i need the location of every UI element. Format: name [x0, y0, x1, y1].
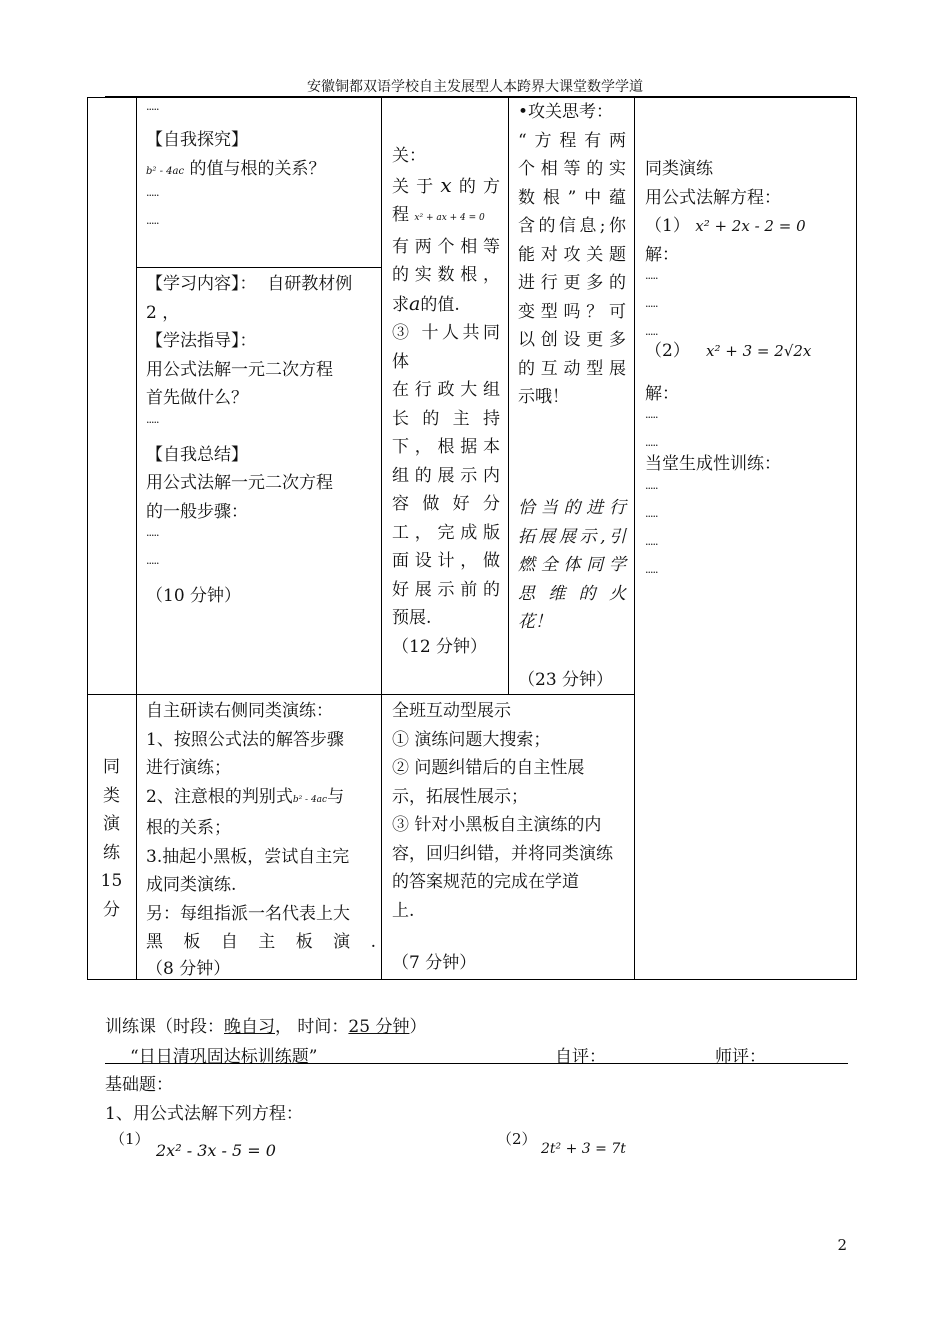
self-explore-cell — [146, 100, 376, 242]
text-line: 同类演练 — [645, 159, 713, 179]
title-rule — [105, 1063, 848, 1064]
discriminant-expression: b² - 4ac — [146, 165, 185, 177]
blank-line — [146, 526, 376, 554]
text-line: 全班互动型展示 — [392, 701, 511, 721]
text-line: 3.抽起小黑板，尝试自主完 — [146, 846, 350, 867]
text-line: 黑 板 自 主 板 演 . — [146, 932, 376, 952]
text-line: 好展示前的 — [392, 579, 500, 600]
table-col-border — [508, 97, 509, 694]
text-line: ② 问题纠错后的自主性展 — [392, 758, 585, 778]
italic-line: 拓展展示,引 — [518, 526, 626, 547]
training-period-line: 训练课（时段：晚自习， 时间：25 分钟） — [105, 1017, 427, 1037]
text-line: 能对攻关题 — [518, 244, 626, 265]
text-line: 1、按照公式法的解答步骤 — [146, 729, 344, 750]
text-line: 进行演练； — [146, 758, 231, 778]
text-line: 根的关系； — [146, 818, 231, 838]
learn-text: 自研教材例 — [267, 274, 353, 294]
text-line: 容 做 好 分 — [392, 494, 500, 514]
text-line: 下，根据本 — [392, 437, 500, 457]
text-line: 用公式法解方程： — [645, 187, 781, 208]
text-line: 上. — [392, 900, 415, 921]
blank-line — [645, 507, 850, 535]
text-line: 关于x的方 — [392, 172, 500, 197]
text-line: 当堂生成性训练： — [645, 454, 781, 474]
text-line: ③ 十人共同 — [392, 323, 500, 343]
text-line: 关： — [392, 146, 426, 166]
blank-line — [146, 186, 376, 214]
label-char: 练 — [103, 842, 120, 863]
explore-text: 的值与根的关系？ — [189, 158, 326, 179]
row-label-practice — [87, 753, 136, 924]
study-content-cell — [146, 270, 376, 611]
summary-text: 用公式法解一元二次方程 — [146, 473, 333, 493]
italic-line: 花！ — [518, 612, 552, 632]
label-char: 类 — [103, 785, 120, 806]
challenge-think-cell — [518, 98, 626, 412]
table-col-border — [381, 97, 382, 979]
period-value: 晚自习 — [224, 1017, 275, 1037]
text-line: 有两个相等 — [392, 236, 500, 257]
text-line: 成同类演练. — [146, 875, 237, 895]
time-label: （12 分钟） — [392, 636, 488, 657]
text-line: 数根”中蕴 — [518, 187, 626, 208]
problem-2: （2） x² + 3 = 2√2x — [645, 341, 812, 361]
text-line: 的实数根， — [392, 265, 500, 285]
italic-line: 恰当的进行 — [518, 498, 626, 518]
text-line: 个相等的实 — [518, 159, 626, 179]
blank-line — [645, 297, 850, 325]
text-line: 组的展示内 — [392, 465, 500, 486]
question-1-2-equation: 2t² + 3 = 7t — [541, 1141, 626, 1157]
learn-text-cont: 2 ， — [146, 302, 180, 323]
method-text-cont: 首先做什么？ — [146, 388, 248, 408]
time-label: （7 分钟） — [392, 953, 477, 973]
text-line: ③ 针对小黑板自主演练的内 — [392, 815, 602, 835]
blank-line — [645, 479, 850, 507]
page-header-title: 安徽铜都双语学校自主发展型人本跨界大课堂数学学道 — [307, 79, 643, 95]
blank-line — [146, 214, 376, 242]
time-label: （10 分钟） — [146, 586, 242, 606]
text-line: •攻关思考： — [518, 102, 614, 122]
basic-heading: 基础题： — [105, 1075, 173, 1095]
italic-line: 燃全体同学 — [518, 555, 626, 575]
text-line: 进行更多的 — [518, 273, 626, 293]
equation: x² + ax + 4 = 0 — [414, 213, 485, 223]
blank-line — [146, 413, 376, 441]
blank-line — [146, 554, 376, 582]
italic-line: 思 维 的 火 — [518, 583, 626, 604]
page-number: 2 — [837, 1236, 847, 1254]
question-1: 1、用公式法解下列方程： — [105, 1104, 303, 1124]
text-line: 的答案规范的完成在学道 — [392, 872, 579, 892]
question-1-1-equation: 2x² - 3x - 5 = 0 — [156, 1141, 276, 1160]
duration-value: 25 分钟 — [348, 1017, 410, 1037]
blank-line — [645, 269, 850, 297]
table-col-border — [136, 97, 137, 979]
text-line: 长 的 主 持 — [392, 408, 500, 429]
text-line: 面设计，做 — [392, 551, 500, 571]
text-line: 预展. — [392, 608, 432, 628]
equation: x² + 3 = 2√2x — [706, 342, 812, 360]
label-char: 分 — [103, 899, 120, 920]
expand-tip-cell — [518, 494, 626, 637]
self-eval-label: 自评： — [555, 1047, 606, 1067]
class-interaction-cell — [392, 697, 630, 977]
question-1-1-label: （1） — [110, 1130, 150, 1148]
text-line: 的互动型展 — [518, 358, 626, 379]
table-inner-rule — [136, 267, 381, 268]
text-line: 工，完成版 — [392, 522, 500, 543]
table-col-border — [856, 97, 857, 979]
text-line: 求a的值. — [392, 292, 460, 315]
text-line: ① 演练问题大搜索； — [392, 729, 551, 750]
text-line: 2、注意根的判别式b² - 4ac与 — [146, 786, 345, 807]
practice-cell — [645, 155, 850, 591]
blank-line — [645, 325, 850, 337]
table-col-border — [634, 97, 635, 979]
method-heading: 【学法指导】： — [146, 331, 257, 351]
solution-label: 解： — [645, 244, 679, 265]
text-line: “方程有两 — [518, 130, 626, 151]
teacher-eval-label: 师评： — [715, 1047, 766, 1067]
problem-1: （1） x² + 2x - 2 = 0 — [645, 216, 806, 236]
learn-line — [146, 270, 376, 299]
blank-line — [645, 408, 850, 436]
summary-heading: 【自我总结】 — [146, 444, 248, 465]
learn-heading: 【学习内容】： — [146, 274, 257, 294]
variable-a: a — [409, 292, 421, 315]
text-line: 含的信息;你 — [518, 216, 626, 236]
explore-question — [146, 155, 376, 187]
time-label: （23 分钟） — [518, 670, 614, 690]
discriminant-expression: b² - 4ac — [292, 794, 328, 805]
time-label: （8 分钟） — [146, 958, 231, 979]
label-char: 同 — [103, 757, 120, 777]
blank-line — [645, 563, 850, 591]
table-top-border — [87, 97, 857, 98]
equation: x² + 2x - 2 = 0 — [695, 217, 806, 235]
method-text: 用公式法解一元二次方程 — [146, 359, 333, 380]
blank-line — [645, 535, 850, 563]
summary-text-cont: 的一般步骤： — [146, 501, 248, 522]
equation-line: 程 x² + ax + 4 = 0 — [392, 205, 485, 225]
label-char: 15 — [100, 871, 123, 891]
blank-line — [146, 100, 376, 126]
explore-heading: 【自我探究】 — [146, 130, 248, 150]
variable-x: x — [440, 172, 452, 197]
group-task-cell — [392, 142, 500, 661]
self-study-practice-cell — [146, 697, 376, 981]
solution-label: 解： — [645, 383, 679, 404]
text-line: 变型吗？可 — [518, 301, 626, 322]
training-title: “日日清巩固达标训练题” — [130, 1047, 318, 1067]
text-line: 另：每组指派一名代表上大 — [146, 903, 350, 924]
text-line: 体 — [392, 351, 409, 372]
text-line: 容，回归纠错，并将同类演练 — [392, 843, 613, 864]
text-line: 示哦！ — [518, 387, 569, 407]
text-line: 在行政大组 — [392, 380, 500, 400]
question-1-2-label: （2） — [497, 1130, 537, 1148]
text-line: 示，拓展性展示； — [392, 786, 528, 807]
label-char: 演 — [103, 814, 120, 834]
blank-line — [645, 436, 850, 450]
text-line: 自主研读右侧同类演练： — [146, 701, 333, 721]
text-line: 以创设更多 — [518, 330, 626, 350]
